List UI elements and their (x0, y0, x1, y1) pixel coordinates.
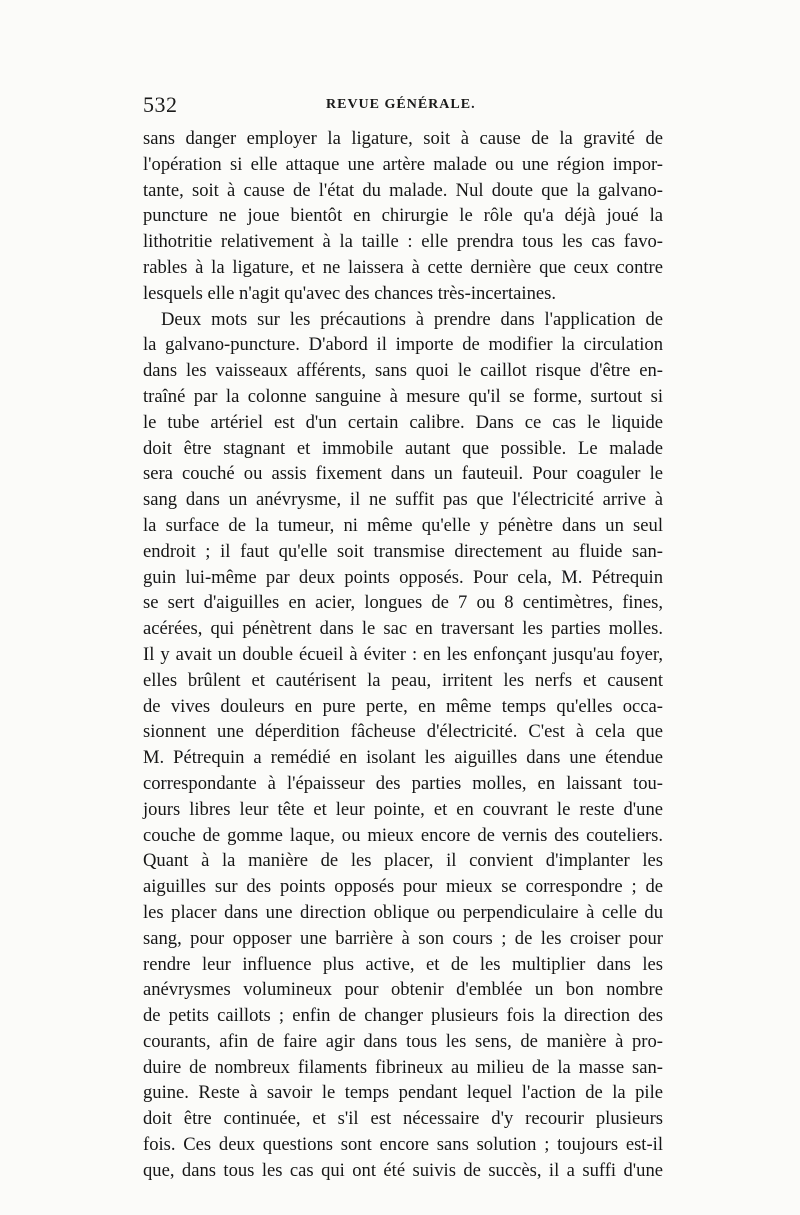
text-line: la galvano-puncture. D'abord il importe de modifier la circulation (143, 334, 663, 356)
text-line: traîné par la colonne sanguine à mesure qu'il se forme, surtout si (143, 385, 663, 407)
text-line: guin lui-même par deux points opposés. Pour cela, M. Pétrequin (143, 566, 663, 588)
text-line: sionnent une déperdition fâcheuse d'électricité. C'est à cela que (143, 721, 663, 743)
text-line: la surface de la tumeur, ni même qu'elle y pénètre dans un seul (143, 514, 663, 536)
text-line: courants, afin de faire agir dans tous les sens, de manière à pro- (143, 1030, 663, 1052)
text-line: aiguilles sur des points opposés pour mieux se correspondre ; de (143, 876, 663, 898)
text-line: rables à la ligature, et ne laissera à cette dernière que ceux contre (143, 256, 663, 278)
text-line: acérées, qui pénètrent dans le sac en traversant les parties molles. (143, 618, 663, 640)
text-line: de vives douleurs en pure perte, en même temps qu'elles occa- (143, 695, 663, 717)
page-number: 532 (143, 92, 178, 117)
body-text (143, 126, 663, 1184)
text-line: dans les vaisseaux afférents, sans quoi le caillot risque d'être en- (143, 360, 663, 382)
text-line: jours libres leur tête et leur pointe, et en couvrant le reste d'une (143, 798, 663, 820)
text-line: elles brûlent et cautérisent la peau, irritent les nerfs et causent (143, 669, 663, 691)
text-line: sera couché ou assis fixement dans un fauteuil. Pour coaguler le (143, 463, 663, 485)
text-line: se sert d'aiguilles en acier, longues de 7 ou 8 centimètres, fines, (143, 592, 663, 614)
text-line: duire de nombreux filaments fibrineux au milieu de la masse san- (143, 1056, 663, 1078)
text-line: guine. Reste à savoir le temps pendant lequel l'action de la pile (143, 1082, 663, 1104)
text-line: Il y avait un double écueil à éviter : en les enfonçant jusqu'au foyer, (143, 643, 663, 665)
text-line: tante, soit à cause de l'état du malade. Nul doute que la galvano- (143, 179, 663, 201)
text-line: sans danger employer la ligature, soit à cause de la gravité de (143, 128, 663, 149)
text-line: doit être stagnant et immobile autant que possible. Le malade (143, 437, 663, 459)
text-line: endroit ; il faut qu'elle soit transmise directement au fluide san- (143, 540, 663, 562)
text-line: fois. Ces deux questions sont encore sans solution ; toujours est-il (143, 1134, 663, 1156)
text-line: doit être continuée, et s'il est nécessaire d'y recourir plusieurs (143, 1108, 663, 1130)
text-line: Quant à la manière de les placer, il convient d'implanter les (143, 850, 663, 872)
text-line: lesquels elle n'agit qu'avec des chances très-incertaines. (143, 282, 557, 304)
text-line: correspondante à l'épaisseur des parties molles, en laissant tou- (143, 772, 663, 794)
text-line: le tube artériel est d'un certain calibre. Dans ce cas le liquide (143, 411, 663, 433)
text-line: lithotritie relativement à la taille : elle prendra tous les cas favo- (143, 231, 663, 253)
text-line: l'opération si elle attaque une artère malade ou une région impor- (143, 153, 663, 175)
running-head (143, 92, 663, 122)
text-line: que, dans tous les cas qui ont été suivis de succès, il a suffi d'une (143, 1159, 663, 1181)
text-line: sang dans un anévrysme, il ne suffit pas que l'électricité arrive à (143, 489, 663, 511)
text-line: couche de gomme laque, ou mieux encore de vernis des couteliers. (143, 824, 663, 846)
text-line: puncture ne joue bientôt en chirurgie le rôle qu'a déjà joué la (143, 205, 663, 227)
text-line: de petits caillots ; enfin de changer plusieurs fois la direction des (143, 1005, 663, 1027)
text-line: rendre leur influence plus active, et de les multiplier dans les (143, 953, 663, 975)
text-line: M. Pétrequin a remédié en isolant les aiguilles dans une étendue (143, 747, 663, 769)
running-title: REVUE GÉNÉRALE. (326, 97, 476, 112)
text-line: les placer dans une direction oblique ou perpendiculaire à celle du (143, 901, 663, 923)
text-line: anévrysmes volumineux pour obtenir d'emblée un bon nombre (143, 979, 663, 1001)
paragraph-start-line: Deux mots sur les précautions à prendre dans l'application de (161, 308, 663, 330)
text-line: sang, pour opposer une barrière à son cours ; de les croiser pour (143, 927, 663, 949)
